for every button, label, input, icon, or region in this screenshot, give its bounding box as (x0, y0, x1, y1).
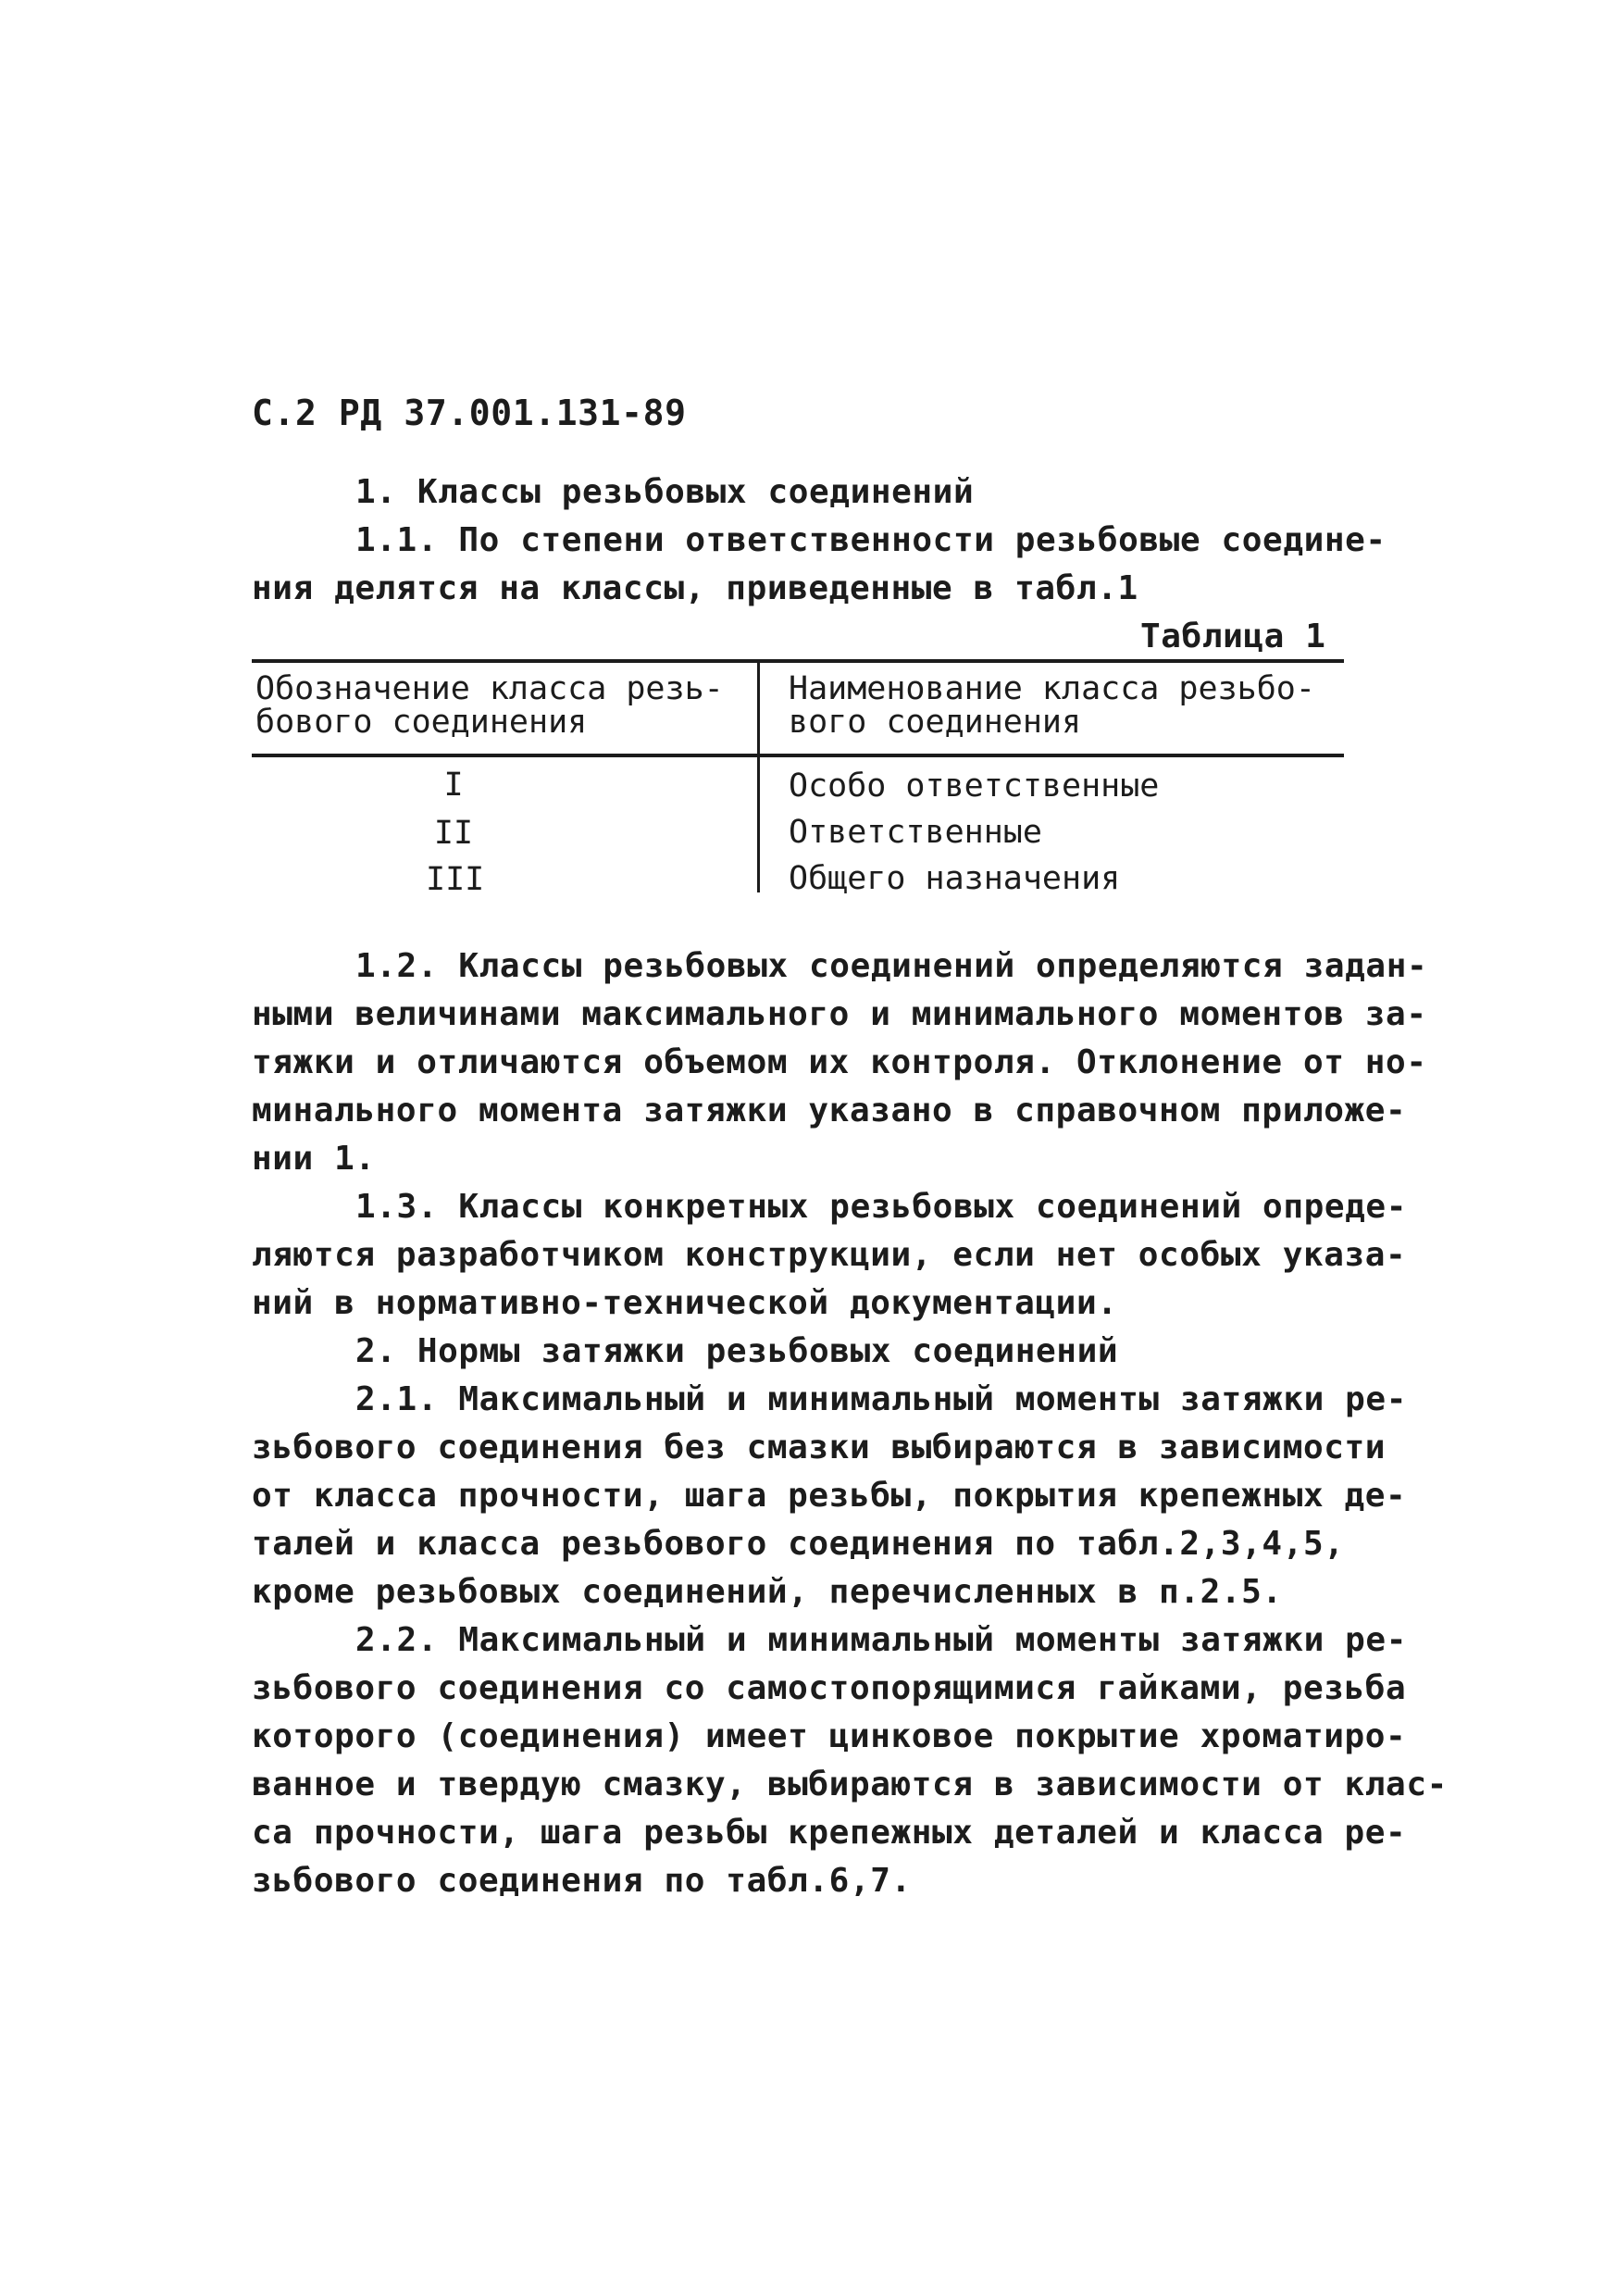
table-row-1-code: I (443, 767, 464, 804)
table-column-divider (757, 661, 760, 892)
page-header: С.2 РД 37.001.131-89 (252, 393, 687, 433)
paragraph-2-2-line-4: ванное и твердую смазку, выбираются в зависимости от клас- (252, 1766, 1448, 1803)
paragraph-2-1-line-2: зьбового соединения без смазки выбираются в зависимости (252, 1429, 1387, 1466)
paragraph-2-2-line-5: са прочности, шага резьбы крепежных деталей и класса ре- (252, 1814, 1407, 1852)
table-row-1-name: Особо ответственные (789, 767, 1160, 805)
paragraph-1-2-line-1: 1.2. Классы резьбовых соединений определяются задан- (355, 947, 1428, 985)
section-1-title: 1. Классы резьбовых соединений (355, 473, 975, 511)
paragraph-2-2-line-3: которого (соединения) имеет цинковое покрытие хроматиро- (252, 1717, 1407, 1755)
table-top-rule (252, 659, 1344, 663)
table-header-rule (252, 754, 1344, 757)
paragraph-1-3-line-3: ний в нормативно-технической документации. (252, 1284, 1118, 1322)
paragraph-1-3-line-1: 1.3. Классы конкретных резьбовых соединений опреде- (355, 1188, 1407, 1226)
paragraph-2-1-line-4: талей и класса резьбового соединения по табл.2,3,4,5, (252, 1525, 1345, 1563)
paragraph-2-1-line-1: 2.1. Максимальный и минимальный моменты затяжки ре- (355, 1380, 1407, 1418)
paragraph-1-2-line-5: нии 1. (252, 1140, 376, 1178)
table-col1-header-line-1: Обозначение класса резь- (255, 670, 724, 707)
table-row-3-name: Общего назначения (789, 860, 1121, 897)
section-2-title: 2. Нормы затяжки резьбовых соединений (355, 1332, 1119, 1370)
paragraph-1-1-line-2: ния делятся на классы, приведенные в табл.1 (252, 569, 1138, 607)
paragraph-1-1-line-1: 1.1. По степени ответственности резьбовые соедине- (355, 521, 1387, 559)
table-col2-header-line-2: вого соединения (789, 704, 1082, 741)
paragraph-2-2-line-2: зьбового соединения со самостопорящимися гайками, резьба (252, 1669, 1407, 1707)
table-row-3-code: III (426, 861, 485, 898)
table-caption: Таблица 1 (1140, 618, 1326, 655)
paragraph-1-2-line-4: минального момента затяжки указано в справочном приложе- (252, 1092, 1407, 1129)
table-row-2-name: Ответственные (789, 814, 1042, 851)
table-row-2-code: II (433, 815, 474, 852)
paragraph-2-1-line-5: кроме резьбовых соединений, перечисленных в п.2.5. (252, 1573, 1283, 1611)
paragraph-2-2-line-6: зьбового соединения по табл.6,7. (252, 1862, 912, 1900)
paragraph-1-3-line-2: ляются разработчиком конструкции, если нет особых указа- (252, 1236, 1407, 1274)
paragraph-2-1-line-3: от класса прочности, шага резьбы, покрытия крепежных де- (252, 1477, 1407, 1515)
paragraph-1-2-line-3: тяжки и отличаются объемом их контроля. Отклонение от но- (252, 1043, 1427, 1081)
table-col1-header-line-2: бового соединения (255, 704, 588, 741)
paragraph-1-2-line-2: ными величинами максимального и минимального моментов за- (252, 995, 1427, 1033)
table-col2-header-line-1: Наименование класса резьбо- (789, 670, 1315, 707)
paragraph-2-2-line-1: 2.2. Максимальный и минимальный моменты затяжки ре- (355, 1621, 1407, 1659)
